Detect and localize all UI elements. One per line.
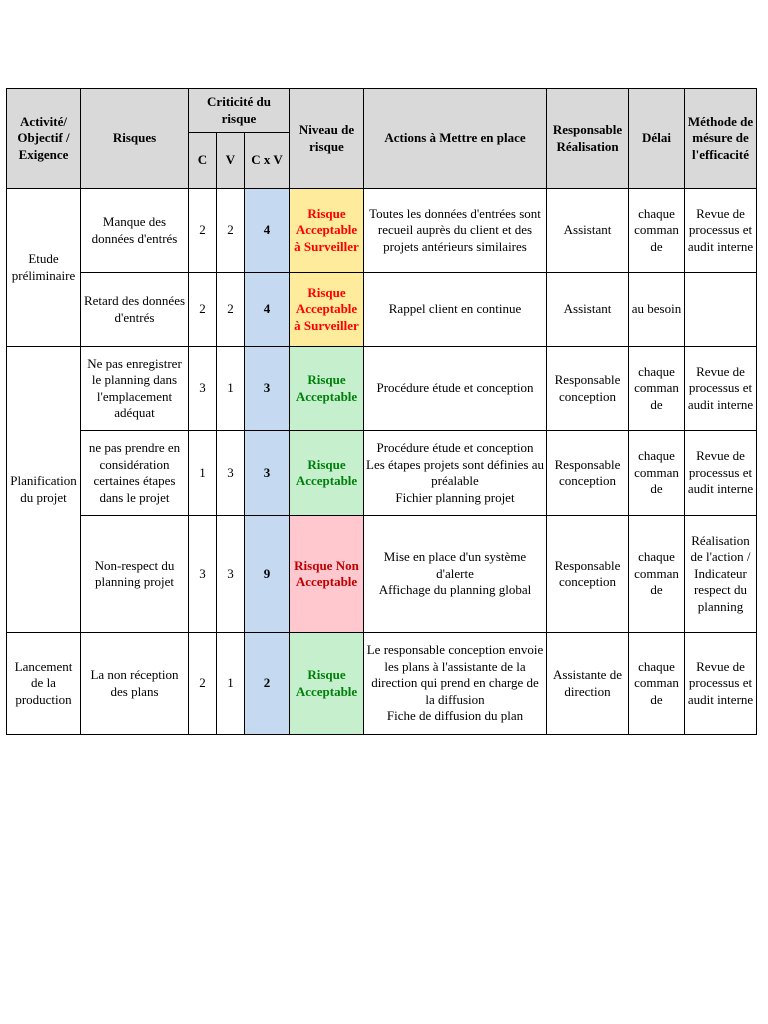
header-actions: Actions à Mettre en place bbox=[364, 89, 547, 189]
v-cell: 3 bbox=[217, 431, 245, 516]
actions-cell: Procédure étude et conception bbox=[364, 347, 547, 431]
activity-cell: Lancement de la production bbox=[7, 633, 81, 735]
actions-cell: Toutes les données d'entrées sont recueil auprès du client et des projets antérieurs similaires bbox=[364, 189, 547, 273]
header-delai: Délai bbox=[629, 89, 685, 189]
cxv-cell: 4 bbox=[245, 273, 290, 347]
methode-cell: Revue de processus et audit interne bbox=[685, 189, 757, 273]
header-v: V bbox=[217, 133, 245, 189]
table-row bbox=[7, 273, 757, 347]
actions-cell: Procédure étude et conception Les étapes projets sont définies au préalable Fichier planning projet bbox=[364, 431, 547, 516]
v-cell: 2 bbox=[217, 189, 245, 273]
actions-cell: Mise en place d'un système d'alerte Affichage du planning global bbox=[364, 516, 547, 633]
risk-cell: La non réception des plans bbox=[81, 633, 189, 735]
methode-cell: Revue de processus et audit interne bbox=[685, 347, 757, 431]
risk-assessment-table bbox=[6, 88, 757, 735]
v-cell: 1 bbox=[217, 347, 245, 431]
c-cell: 3 bbox=[189, 516, 217, 633]
responsable-cell: Responsable conception bbox=[547, 347, 629, 431]
cxv-cell: 4 bbox=[245, 189, 290, 273]
cxv-cell: 9 bbox=[245, 516, 290, 633]
risk-level-cell: Risque Non Acceptable bbox=[290, 516, 364, 633]
table-row bbox=[7, 516, 757, 633]
header-activite: Activité/ Objectif / Exigence bbox=[7, 89, 81, 189]
methode-cell: Revue de processus et audit interne bbox=[685, 431, 757, 516]
header-c: C bbox=[189, 133, 217, 189]
table-row bbox=[7, 189, 757, 273]
actions-cell: Le responsable conception envoie les plans à l'assistante de la direction qui prend en charge de la diffusion Fiche de diffusion du plan bbox=[364, 633, 547, 735]
header-cxv: C x V bbox=[245, 133, 290, 189]
c-cell: 2 bbox=[189, 189, 217, 273]
delai-cell: chaque commande bbox=[629, 633, 685, 735]
methode-cell bbox=[685, 273, 757, 347]
activity-cell: Etude préliminaire bbox=[7, 189, 81, 347]
risk-cell: Manque des données d'entrés bbox=[81, 189, 189, 273]
cxv-cell: 3 bbox=[245, 347, 290, 431]
methode-cell: Réalisation de l'action / Indicateur respect du planning bbox=[685, 516, 757, 633]
delai-cell: chaque commande bbox=[629, 347, 685, 431]
methode-cell: Revue de processus et audit interne bbox=[685, 633, 757, 735]
cxv-cell: 2 bbox=[245, 633, 290, 735]
v-cell: 3 bbox=[217, 516, 245, 633]
risk-cell: Non-respect du planning projet bbox=[81, 516, 189, 633]
table-row bbox=[7, 347, 757, 431]
header-methode: Méthode de mésure de l'efficacité bbox=[685, 89, 757, 189]
responsable-cell: Assistant bbox=[547, 273, 629, 347]
risk-cell: Ne pas enregistrer le planning dans l'emplacement adéquat bbox=[81, 347, 189, 431]
responsable-cell: Responsable conception bbox=[547, 431, 629, 516]
delai-cell: chaque commande bbox=[629, 516, 685, 633]
header-responsable: Responsable Réalisation bbox=[547, 89, 629, 189]
responsable-cell: Assistant bbox=[547, 189, 629, 273]
table-row bbox=[7, 431, 757, 516]
table-row bbox=[7, 633, 757, 735]
risk-level-cell: Risque Acceptable bbox=[290, 633, 364, 735]
delai-cell: chaque commande bbox=[629, 189, 685, 273]
risk-cell: Retard des données d'entrés bbox=[81, 273, 189, 347]
responsable-cell: Assistante de direction bbox=[547, 633, 629, 735]
c-cell: 2 bbox=[189, 273, 217, 347]
risk-level-cell: Risque Acceptable à Surveiller bbox=[290, 273, 364, 347]
delai-cell: chaque commande bbox=[629, 431, 685, 516]
risk-level-cell: Risque Acceptable à Surveiller bbox=[290, 189, 364, 273]
risk-cell: ne pas prendre en considération certaines étapes dans le projet bbox=[81, 431, 189, 516]
c-cell: 3 bbox=[189, 347, 217, 431]
risk-level-cell: Risque Acceptable bbox=[290, 347, 364, 431]
activity-cell: Planification du projet bbox=[7, 347, 81, 633]
delai-cell: au besoin bbox=[629, 273, 685, 347]
c-cell: 2 bbox=[189, 633, 217, 735]
risk-level-cell: Risque Acceptable bbox=[290, 431, 364, 516]
responsable-cell: Responsable conception bbox=[547, 516, 629, 633]
actions-cell: Rappel client en continue bbox=[364, 273, 547, 347]
v-cell: 1 bbox=[217, 633, 245, 735]
cxv-cell: 3 bbox=[245, 431, 290, 516]
header-criticite: Criticité du risque bbox=[189, 89, 290, 133]
header-row bbox=[7, 89, 757, 133]
v-cell: 2 bbox=[217, 273, 245, 347]
header-niveau: Niveau de risque bbox=[290, 89, 364, 189]
header-risques: Risques bbox=[81, 89, 189, 189]
c-cell: 1 bbox=[189, 431, 217, 516]
